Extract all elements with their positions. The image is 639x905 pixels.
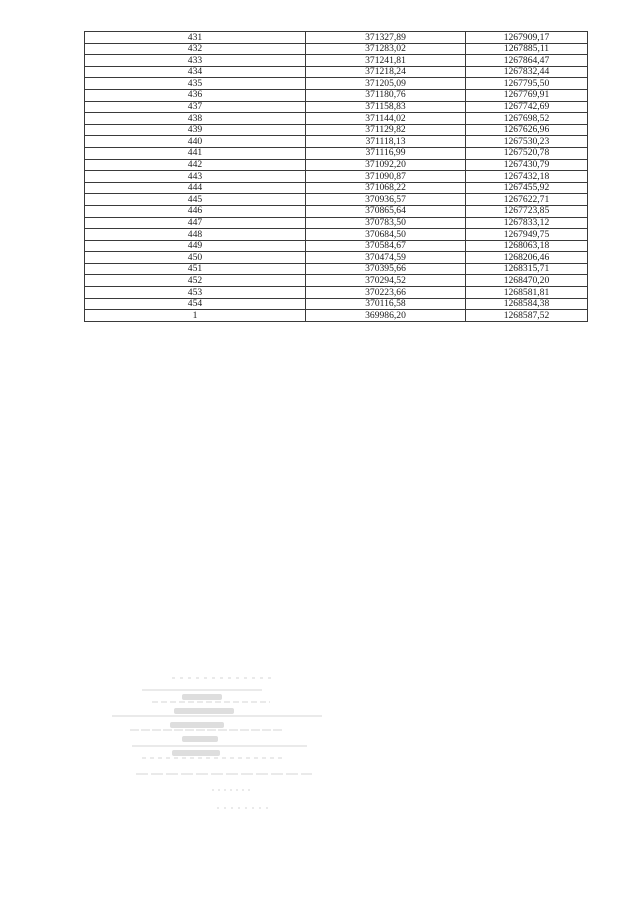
x-coordinate-cell: 370936,57	[306, 194, 466, 206]
point-number-cell: 453	[85, 287, 306, 299]
point-number-cell: 443	[85, 171, 306, 183]
x-coordinate-cell: 371327,89	[306, 32, 466, 44]
x-coordinate-cell: 371090,87	[306, 171, 466, 183]
faded-stamp-icon	[112, 670, 332, 820]
point-number-cell: 444	[85, 182, 306, 194]
x-coordinate-cell: 371092,20	[306, 159, 466, 171]
x-coordinate-cell: 371129,82	[306, 124, 466, 136]
point-number-cell: 447	[85, 217, 306, 229]
coordinates-table-body	[85, 32, 588, 322]
table-row	[85, 78, 588, 90]
y-coordinate-cell: 1267698,52	[466, 113, 588, 125]
y-coordinate-cell: 1268206,46	[466, 252, 588, 264]
table-row	[85, 310, 588, 322]
y-coordinate-cell: 1267832,44	[466, 66, 588, 78]
point-number-cell: 450	[85, 252, 306, 264]
x-coordinate-cell: 371068,22	[306, 182, 466, 194]
table-row	[85, 159, 588, 171]
y-coordinate-cell: 1268470,20	[466, 275, 588, 287]
table-row	[85, 298, 588, 310]
x-coordinate-cell: 370783,50	[306, 217, 466, 229]
point-number-cell: 431	[85, 32, 306, 44]
y-coordinate-cell: 1267520,78	[466, 147, 588, 159]
table-row	[85, 287, 588, 299]
point-number-cell: 441	[85, 147, 306, 159]
y-coordinate-cell: 1267530,23	[466, 136, 588, 148]
y-coordinate-cell: 1267626,96	[466, 124, 588, 136]
x-coordinate-cell: 370684,50	[306, 229, 466, 241]
point-number-cell: 436	[85, 89, 306, 101]
y-coordinate-cell: 1267833,12	[466, 217, 588, 229]
y-coordinate-cell: 1267455,92	[466, 182, 588, 194]
point-number-cell: 452	[85, 275, 306, 287]
y-coordinate-cell: 1267885,11	[466, 43, 588, 55]
table-row	[85, 113, 588, 125]
y-coordinate-cell: 1268315,71	[466, 263, 588, 275]
point-number-cell: 451	[85, 263, 306, 275]
table-row	[85, 147, 588, 159]
table-row	[85, 32, 588, 44]
table-row	[85, 240, 588, 252]
x-coordinate-cell: 370116,58	[306, 298, 466, 310]
point-number-cell: 448	[85, 229, 306, 241]
table-row	[85, 205, 588, 217]
table-row	[85, 55, 588, 67]
y-coordinate-cell: 1268584,38	[466, 298, 588, 310]
point-number-cell: 433	[85, 55, 306, 67]
y-coordinate-cell: 1267622,71	[466, 194, 588, 206]
coordinates-table	[84, 31, 588, 322]
table-row	[85, 43, 588, 55]
x-coordinate-cell: 371180,76	[306, 89, 466, 101]
x-coordinate-cell: 371118,13	[306, 136, 466, 148]
x-coordinate-cell: 371218,24	[306, 66, 466, 78]
x-coordinate-cell: 371158,83	[306, 101, 466, 113]
point-number-cell: 440	[85, 136, 306, 148]
y-coordinate-cell: 1267742,69	[466, 101, 588, 113]
table-row	[85, 101, 588, 113]
x-coordinate-cell: 371205,09	[306, 78, 466, 90]
y-coordinate-cell: 1268581,81	[466, 287, 588, 299]
x-coordinate-cell: 371283,02	[306, 43, 466, 55]
x-coordinate-cell: 369986,20	[306, 310, 466, 322]
table-row	[85, 182, 588, 194]
table-row	[85, 263, 588, 275]
table-row	[85, 89, 588, 101]
point-number-cell: 449	[85, 240, 306, 252]
y-coordinate-cell: 1267909,17	[466, 32, 588, 44]
y-coordinate-cell: 1267864,47	[466, 55, 588, 67]
x-coordinate-cell: 370584,67	[306, 240, 466, 252]
y-coordinate-cell: 1267795,50	[466, 78, 588, 90]
point-number-cell: 1	[85, 310, 306, 322]
point-number-cell: 442	[85, 159, 306, 171]
x-coordinate-cell: 370223,66	[306, 287, 466, 299]
y-coordinate-cell: 1267432,18	[466, 171, 588, 183]
x-coordinate-cell: 371144,02	[306, 113, 466, 125]
point-number-cell: 445	[85, 194, 306, 206]
table-row	[85, 252, 588, 264]
y-coordinate-cell: 1267430,79	[466, 159, 588, 171]
y-coordinate-cell: 1267769,91	[466, 89, 588, 101]
table-row	[85, 66, 588, 78]
x-coordinate-cell: 371241,81	[306, 55, 466, 67]
table-row	[85, 229, 588, 241]
y-coordinate-cell: 1268587,52	[466, 310, 588, 322]
faded-stamp-graphic	[112, 670, 332, 820]
point-number-cell: 438	[85, 113, 306, 125]
x-coordinate-cell: 371116,99	[306, 147, 466, 159]
point-number-cell: 437	[85, 101, 306, 113]
point-number-cell: 432	[85, 43, 306, 55]
point-number-cell: 435	[85, 78, 306, 90]
x-coordinate-cell: 370395,66	[306, 263, 466, 275]
y-coordinate-cell: 1267723,85	[466, 205, 588, 217]
point-number-cell: 454	[85, 298, 306, 310]
table-row	[85, 171, 588, 183]
y-coordinate-cell: 1267949,75	[466, 229, 588, 241]
x-coordinate-cell: 370474,59	[306, 252, 466, 264]
table-row	[85, 217, 588, 229]
point-number-cell: 446	[85, 205, 306, 217]
x-coordinate-cell: 370294,52	[306, 275, 466, 287]
table-row	[85, 136, 588, 148]
point-number-cell: 434	[85, 66, 306, 78]
table-row	[85, 124, 588, 136]
table-row	[85, 194, 588, 206]
point-number-cell: 439	[85, 124, 306, 136]
y-coordinate-cell: 1268063,18	[466, 240, 588, 252]
x-coordinate-cell: 370865,64	[306, 205, 466, 217]
table-row	[85, 275, 588, 287]
